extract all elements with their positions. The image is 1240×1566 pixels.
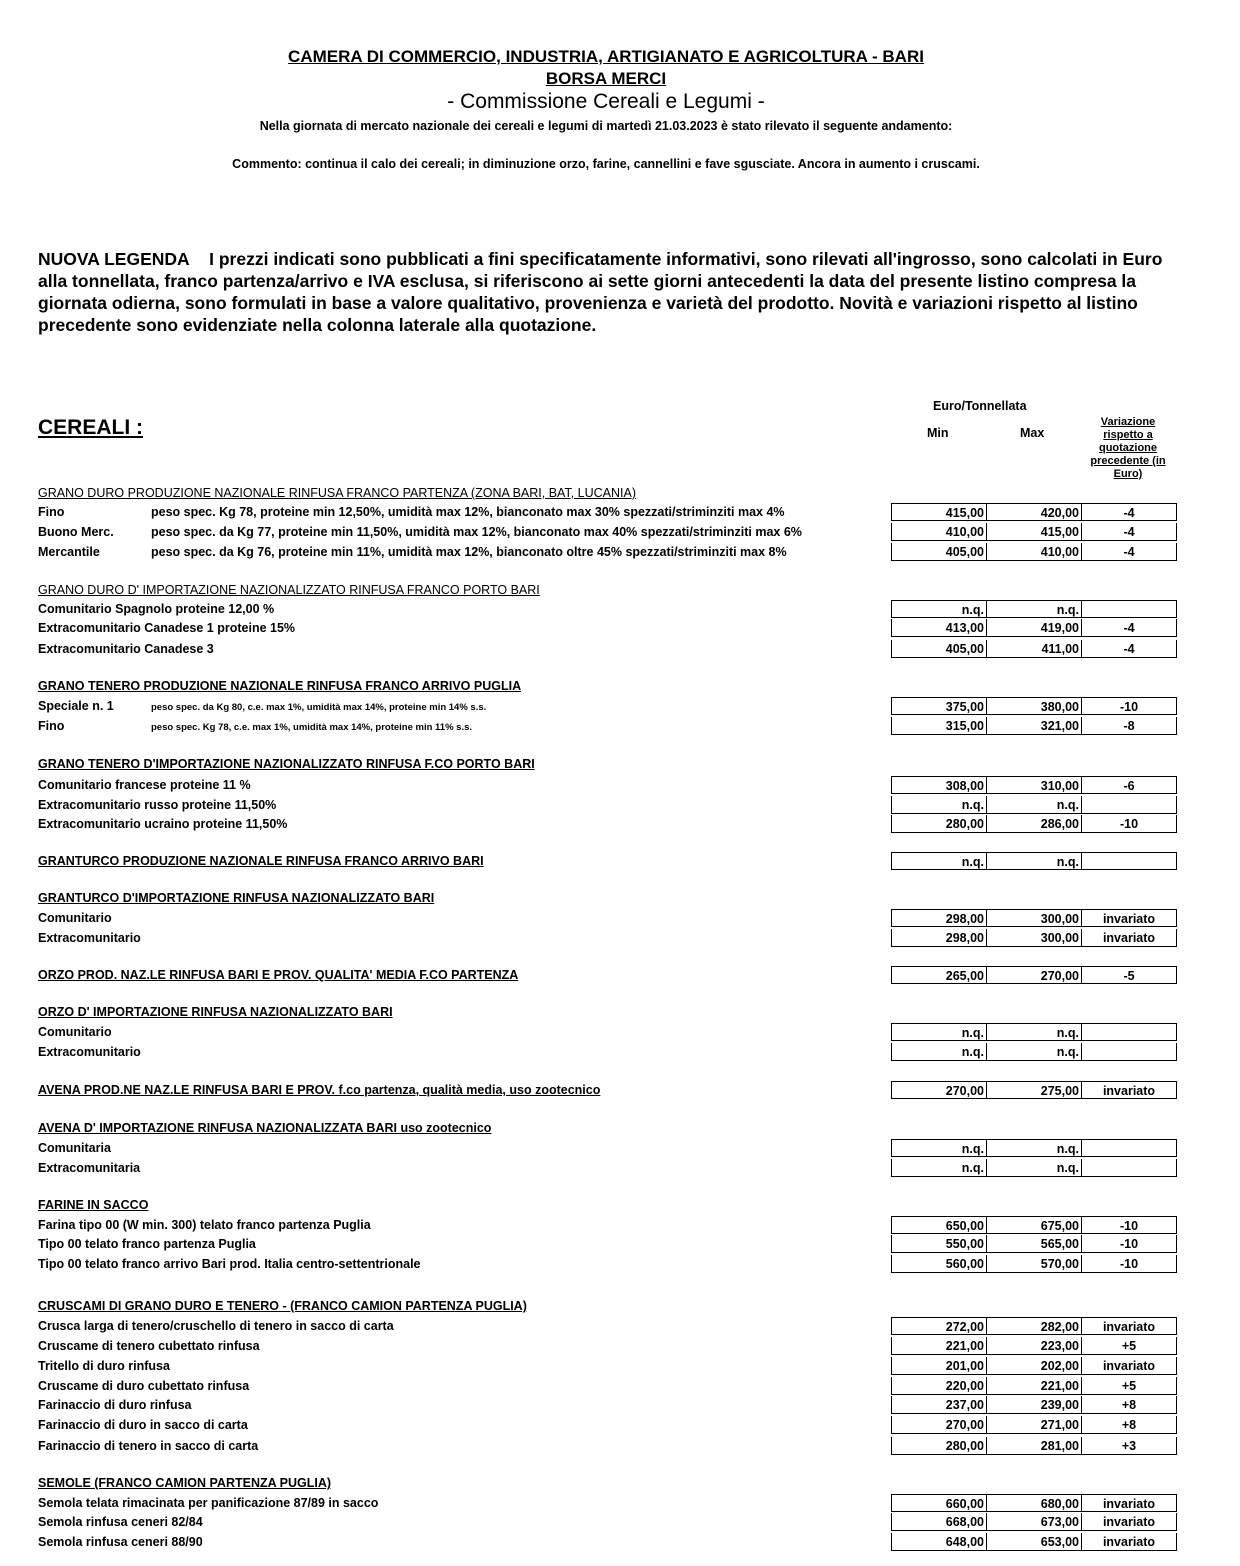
price-variation xyxy=(1081,852,1177,870)
price-max: 202,00 xyxy=(986,1357,1082,1375)
price-max: 239,00 xyxy=(986,1396,1082,1414)
price-max: 310,00 xyxy=(986,776,1082,794)
row-description: peso spec. Kg 78, proteine min 12,50%, umidità max 12%, bianconato max 30% spezzati/striminziti max 4% xyxy=(151,505,785,519)
price-variation: -6 xyxy=(1081,776,1177,794)
table-row xyxy=(0,1235,1240,1255)
price-max: 410,00 xyxy=(986,543,1082,561)
row-label: Fino xyxy=(38,719,65,733)
price-max: 380,00 xyxy=(986,697,1082,715)
table-row xyxy=(0,600,1240,620)
row-label: Extracomunitario Canadese 3 xyxy=(38,642,214,656)
row-label: Comunitario xyxy=(38,911,112,925)
price-min: 413,00 xyxy=(891,619,987,637)
column-max: Max xyxy=(1020,426,1045,440)
price-min: n.q. xyxy=(891,1023,987,1041)
row-label: Farinaccio di duro in sacco di carta xyxy=(38,1418,248,1432)
section-heading xyxy=(38,1121,491,1135)
table-row xyxy=(0,1513,1240,1533)
column-variation: Variazione rispetto a quotazione precedente (in Euro) xyxy=(1090,416,1166,480)
row-label: Farina tipo 00 (W min. 300) telato franco partenza Puglia xyxy=(38,1218,371,1232)
row-label: Extracomunitaria xyxy=(38,1161,141,1175)
price-variation: invariato xyxy=(1081,1533,1177,1551)
price-min: 221,00 xyxy=(891,1337,987,1355)
row-label: Crusca larga di tenero/cruschello di tenero in sacco di carta xyxy=(38,1319,394,1333)
row-description: peso spec. da Kg 80, c.e. max 1%, umidità max 14%, proteine min 14% s.s. xyxy=(151,702,487,713)
price-variation: invariato xyxy=(1081,1513,1177,1531)
price-variation: -4 xyxy=(1081,503,1177,521)
row-label: Farinaccio di duro rinfusa xyxy=(38,1398,192,1412)
section-heading-text: GRANO DURO PRODUZIONE NAZIONALE RINFUSA FRANCO PARTENZA (ZONA BARI, BAT, LUCANIA) xyxy=(38,486,636,500)
price-max: n.q. xyxy=(986,600,1082,618)
price-min: 550,00 xyxy=(891,1235,987,1253)
table-row xyxy=(0,1139,1240,1159)
price-variation xyxy=(1081,1043,1177,1061)
price-max: 300,00 xyxy=(986,929,1082,947)
section-heading xyxy=(38,1198,148,1212)
price-min: n.q. xyxy=(891,852,987,870)
price-variation: -10 xyxy=(1081,1216,1177,1234)
price-min: n.q. xyxy=(891,796,987,814)
legend xyxy=(38,248,1178,336)
table-row xyxy=(0,1396,1240,1416)
section-heading xyxy=(38,1299,527,1313)
table-row xyxy=(0,1023,1240,1043)
price-variation xyxy=(1081,796,1177,814)
price-max: 680,00 xyxy=(986,1494,1082,1512)
section-heading xyxy=(38,891,434,905)
price-variation: -8 xyxy=(1081,717,1177,735)
section-heading xyxy=(38,757,535,771)
price-max: n.q. xyxy=(986,1043,1082,1061)
table-row xyxy=(0,815,1240,835)
price-min: 270,00 xyxy=(891,1081,987,1099)
price-min: 375,00 xyxy=(891,697,987,715)
legend-title: NUOVA LEGENDA xyxy=(38,249,190,269)
row-label: Semola telata rimacinata per panificazione 87/89 in sacco xyxy=(38,1496,379,1510)
table-row xyxy=(0,776,1240,796)
row-label: Extracomunitario xyxy=(38,1045,141,1059)
table-row xyxy=(0,1533,1240,1553)
row-label: Extracomunitario russo proteine 11,50% xyxy=(38,798,277,812)
price-variation: -10 xyxy=(1081,697,1177,715)
row-label: Buono Merc. xyxy=(38,525,114,539)
header-chamber: CAMERA DI COMMERCIO, INDUSTRIA, ARTIGIANATO E AGRICOLTURA - BARI xyxy=(288,47,924,66)
row-label: Semola rinfusa ceneri 82/84 xyxy=(38,1515,203,1529)
row-label: Semola rinfusa ceneri 88/90 xyxy=(38,1535,203,1549)
price-max: 420,00 xyxy=(986,503,1082,521)
header-borsa-merci: BORSA MERCI xyxy=(545,69,667,88)
section-heading-text: GRANTURCO D'IMPORTAZIONE RINFUSA NAZIONALIZZATO BARI xyxy=(38,891,435,905)
table-row xyxy=(0,852,1240,872)
price-variation xyxy=(1081,1023,1177,1041)
price-min: 298,00 xyxy=(891,929,987,947)
price-variation: -10 xyxy=(1081,1255,1177,1273)
table-row xyxy=(0,1377,1240,1397)
price-max: 223,00 xyxy=(986,1337,1082,1355)
header-comment: Commento: continua il calo dei cereali; in diminuzione orzo, farine, cannellini e fave sgusciate. Ancora in aumento i cruscami. xyxy=(232,157,980,171)
table-row xyxy=(0,929,1240,949)
table-row xyxy=(0,796,1240,816)
price-variation: invariato xyxy=(1081,1494,1177,1512)
header-market-date: Nella giornata di mercato nazionale dei cereali e legumi di martedì 21.03.2023 è stato rilevato il seguente andamento: xyxy=(259,119,953,133)
price-variation: +5 xyxy=(1081,1377,1177,1395)
legend-text: I prezzi indicati sono pubblicati a fini specificatamente informativi, sono rilevati all'ingrosso, sono calcolati in Euro alla tonnellata, franco partenza/arrivo e IVA esclusa, si riferiscono ai sette giorni antecedenti la data del presente listino compresa la giornata odierna, sono formulati in base a valore qualitativo, provenienza e varietà del prodotto. Novità e variazioni rispetto al listino precedente sono evidenziate nella colonna laterale alla quotazione. xyxy=(38,249,1163,335)
price-variation: +3 xyxy=(1081,1437,1177,1455)
price-max: n.q. xyxy=(986,796,1082,814)
table-row xyxy=(0,503,1240,523)
row-label: Tritello di duro rinfusa xyxy=(38,1359,170,1373)
price-min: 270,00 xyxy=(891,1416,987,1434)
table-row xyxy=(0,1317,1240,1337)
table-row xyxy=(0,543,1240,563)
price-variation: invariato xyxy=(1081,1357,1177,1375)
price-max: 281,00 xyxy=(986,1437,1082,1455)
row-label: Cruscame di tenero cubettato rinfusa xyxy=(38,1339,260,1353)
section-heading xyxy=(38,1476,331,1490)
price-min: 415,00 xyxy=(891,503,987,521)
table-row xyxy=(0,966,1240,986)
price-min: 308,00 xyxy=(891,776,987,794)
table-row xyxy=(0,1043,1240,1063)
column-min: Min xyxy=(927,426,949,440)
price-min: n.q. xyxy=(891,1043,987,1061)
price-max: 300,00 xyxy=(986,909,1082,927)
price-min: 410,00 xyxy=(891,523,987,541)
table-row xyxy=(0,909,1240,929)
price-variation: invariato xyxy=(1081,1081,1177,1099)
price-max: 221,00 xyxy=(986,1377,1082,1395)
price-max: n.q. xyxy=(986,1139,1082,1157)
section-heading-text: ORZO D' IMPORTAZIONE RINFUSA NAZIONALIZZATO BARI xyxy=(38,1005,393,1019)
price-min: 405,00 xyxy=(891,640,987,658)
table-row xyxy=(0,1437,1240,1457)
row-label: Farinaccio di tenero in sacco di carta xyxy=(38,1439,259,1453)
table-row xyxy=(0,1159,1240,1179)
table-row xyxy=(0,1255,1240,1275)
price-max: 570,00 xyxy=(986,1255,1082,1273)
price-max: 275,00 xyxy=(986,1081,1082,1099)
price-min: 237,00 xyxy=(891,1396,987,1414)
price-max: 419,00 xyxy=(986,619,1082,637)
price-min: 201,00 xyxy=(891,1357,987,1375)
table-row xyxy=(0,640,1240,660)
row-label: Tipo 00 telato franco partenza Puglia xyxy=(38,1237,256,1251)
row-label: Mercantile xyxy=(38,545,100,559)
price-max: 282,00 xyxy=(986,1317,1082,1335)
section-heading xyxy=(38,1005,393,1019)
section-heading-text: GRANO DURO D' IMPORTAZIONE NAZIONALIZZATO RINFUSA FRANCO PORTO BARI xyxy=(38,583,540,597)
section-heading-text: GRANTURCO PRODUZIONE NAZIONALE RINFUSA FRANCO ARRIVO BARI xyxy=(38,854,484,868)
price-min: 668,00 xyxy=(891,1513,987,1531)
table-row xyxy=(0,523,1240,543)
price-variation: -4 xyxy=(1081,640,1177,658)
price-variation: -4 xyxy=(1081,543,1177,561)
price-max: 673,00 xyxy=(986,1513,1082,1531)
header-commission: - Commissione Cereali e Legumi - xyxy=(447,90,765,113)
price-min: 280,00 xyxy=(891,815,987,833)
row-label: Comunitaria xyxy=(38,1141,111,1155)
price-max: 565,00 xyxy=(986,1235,1082,1253)
price-variation: -10 xyxy=(1081,1235,1177,1253)
table-row xyxy=(0,1216,1240,1236)
price-variation: -4 xyxy=(1081,619,1177,637)
section-heading-text: AVENA D' IMPORTAZIONE RINFUSA NAZIONALIZZATA BARI uso zootecnico xyxy=(38,1121,492,1135)
section-heading-text: CRUSCAMI DI GRANO DURO E TENERO - (FRANCO CAMION PARTENZA PUGLIA) xyxy=(38,1299,527,1313)
price-min: 660,00 xyxy=(891,1494,987,1512)
price-max: 321,00 xyxy=(986,717,1082,735)
price-min: 298,00 xyxy=(891,909,987,927)
price-min: 265,00 xyxy=(891,966,987,984)
price-max: 675,00 xyxy=(986,1216,1082,1234)
table-row xyxy=(0,1337,1240,1357)
section-heading-text: GRANO TENERO PRODUZIONE NAZIONALE RINFUSA FRANCO ARRIVO PUGLIA xyxy=(38,679,522,693)
price-variation: invariato xyxy=(1081,929,1177,947)
price-max: n.q. xyxy=(986,1159,1082,1177)
price-max: 415,00 xyxy=(986,523,1082,541)
price-min: 280,00 xyxy=(891,1437,987,1455)
table-row xyxy=(0,717,1240,737)
row-description: peso spec. Kg 78, c.e. max 1%, umidità max 14%, proteine min 11% s.s. xyxy=(151,722,473,733)
price-variation xyxy=(1081,1139,1177,1157)
price-min: 315,00 xyxy=(891,717,987,735)
price-variation: -5 xyxy=(1081,966,1177,984)
price-variation: +5 xyxy=(1081,1337,1177,1355)
price-variation: +8 xyxy=(1081,1396,1177,1414)
price-min: 220,00 xyxy=(891,1377,987,1395)
row-description: peso spec. da Kg 77, proteine min 11,50%, umidità max 12%, bianconato max 40% spezzati/striminziti max 6% xyxy=(151,525,802,539)
price-min: n.q. xyxy=(891,1159,987,1177)
price-max: n.q. xyxy=(986,1023,1082,1041)
table-row xyxy=(0,619,1240,639)
row-label: Extracomunitario ucraino proteine 11,50% xyxy=(38,817,288,831)
section-heading-text: SEMOLE (FRANCO CAMION PARTENZA PUGLIA) xyxy=(38,1476,332,1490)
price-min: 272,00 xyxy=(891,1317,987,1335)
price-variation xyxy=(1081,1159,1177,1177)
section-title-cereali: CEREALI : xyxy=(38,416,143,439)
price-variation: invariato xyxy=(1081,909,1177,927)
unit-label: Euro/Tonnellata xyxy=(933,399,1027,413)
section-heading-tail: f.co partenza, qualità media, uso zootecnico xyxy=(335,1083,601,1097)
price-min: 405,00 xyxy=(891,543,987,561)
price-max: 286,00 xyxy=(986,815,1082,833)
row-label: Comunitario xyxy=(38,1025,112,1039)
price-max: n.q. xyxy=(986,852,1082,870)
section-heading-text: FARINE IN SACCO xyxy=(38,1198,149,1212)
row-label: Comunitario Spagnolo proteine 12,00 % xyxy=(38,602,275,616)
section-heading-text: AVENA PROD.NE NAZ.LE RINFUSA BARI E PROV. xyxy=(38,1083,336,1097)
price-max: 271,00 xyxy=(986,1416,1082,1434)
table-row xyxy=(0,1494,1240,1514)
section-heading xyxy=(38,583,540,597)
price-variation xyxy=(1081,600,1177,618)
price-min: n.q. xyxy=(891,1139,987,1157)
price-min: n.q. xyxy=(891,600,987,618)
table-row xyxy=(0,1416,1240,1436)
price-variation: -4 xyxy=(1081,523,1177,541)
section-heading xyxy=(38,486,636,500)
table-row xyxy=(0,1357,1240,1377)
section-heading-text: ORZO PROD. NAZ.LE RINFUSA BARI E PROV. QUALITA' MEDIA F.CO PARTENZA xyxy=(38,968,519,982)
price-min: 560,00 xyxy=(891,1255,987,1273)
row-label: Extracomunitario xyxy=(38,931,141,945)
row-label: Tipo 00 telato franco arrivo Bari prod. Italia centro-settentrionale xyxy=(38,1257,421,1271)
section-heading xyxy=(38,679,521,693)
price-max: 653,00 xyxy=(986,1533,1082,1551)
row-description: peso spec. da Kg 76, proteine min 11%, umidità max 12%, bianconato oltre 45% spezzati/striminziti max 8% xyxy=(151,545,787,559)
price-variation: invariato xyxy=(1081,1317,1177,1335)
table-row xyxy=(0,1081,1240,1101)
table-row xyxy=(0,697,1240,717)
price-max: 411,00 xyxy=(986,640,1082,658)
price-min: 650,00 xyxy=(891,1216,987,1234)
section-heading-text: GRANO TENERO D'IMPORTAZIONE NAZIONALIZZATO RINFUSA F.CO PORTO BARI xyxy=(38,757,535,771)
price-variation: +8 xyxy=(1081,1416,1177,1434)
row-label: Speciale n. 1 xyxy=(38,699,114,713)
row-label: Cruscame di duro cubettato rinfusa xyxy=(38,1379,250,1393)
price-min: 648,00 xyxy=(891,1533,987,1551)
row-label: Extracomunitario Canadese 1 proteine 15% xyxy=(38,621,296,635)
price-max: 270,00 xyxy=(986,966,1082,984)
row-label: Fino xyxy=(38,505,65,519)
row-label: Comunitario francese proteine 11 % xyxy=(38,778,251,792)
price-variation: -10 xyxy=(1081,815,1177,833)
